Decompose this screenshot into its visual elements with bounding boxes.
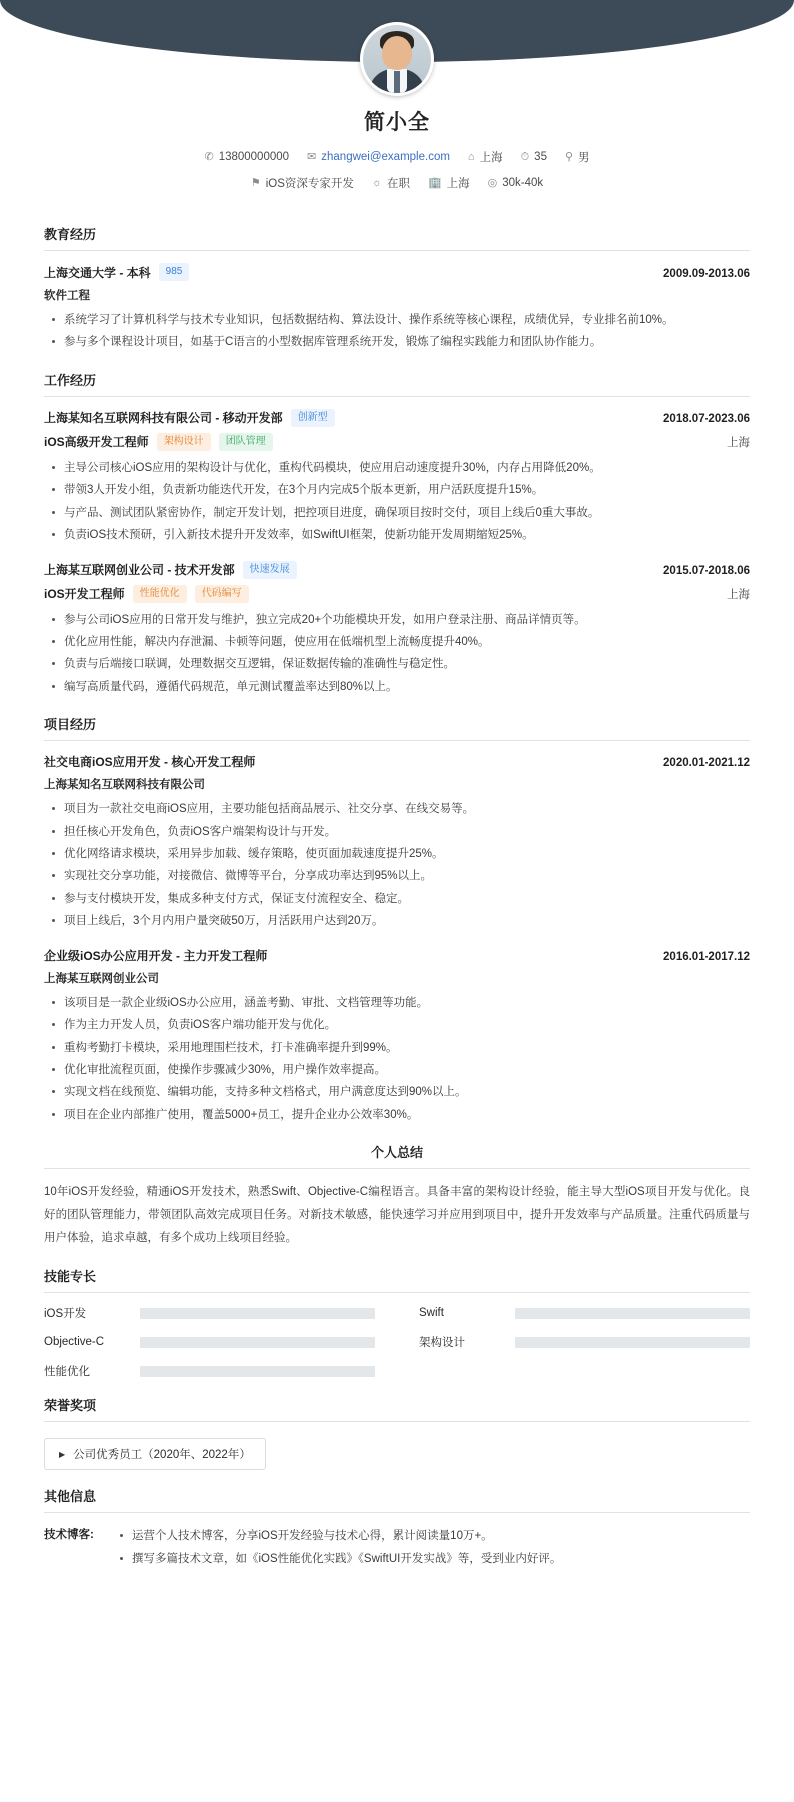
- email-value[interactable]: zhangwei@example.com: [321, 151, 450, 163]
- skill-item: [419, 1334, 750, 1350]
- work-company: 上海某互联网创业公司 - 技术开发部: [44, 563, 235, 578]
- salary-icon: ◎: [487, 176, 498, 189]
- phone-value: 13800000000: [218, 151, 290, 163]
- job-salary: [488, 177, 544, 189]
- award-item[interactable]: [44, 1438, 266, 1470]
- location-value: 上海: [479, 152, 503, 164]
- list-item: 系统学习了计算机科学与技术专业知识，包括数据结构、算法设计、操作系统等核心课程，成绩优异，专业排名前10%。: [50, 309, 750, 331]
- section-work: [44, 370, 750, 698]
- work-bullets: [50, 457, 750, 547]
- work-role-tag: 性能优化: [133, 585, 187, 603]
- skill-bar: [140, 1366, 375, 1377]
- list-item: 项目为一款社交电商iOS应用，主要功能包括商品展示、社交分享、在线交易等。: [50, 798, 750, 820]
- list-item: 项目上线后，3个月内用户量突破50万，月活跃用户达到20万。: [50, 910, 750, 932]
- work-role: iOS高级开发工程师: [44, 435, 149, 450]
- project-entry: [44, 753, 750, 933]
- project-bullets: [50, 798, 750, 933]
- triangle-right-icon: ▶: [59, 1449, 66, 1459]
- project-name: 社交电商iOS应用开发 - 核心开发工程师: [44, 755, 256, 770]
- position-value: iOS资深专家开发: [265, 178, 354, 190]
- list-item: 撰写多篇技术文章，如《iOS性能优化实践》《SwiftUI开发实战》等，受到业内好评。: [118, 1548, 561, 1570]
- city-value: 上海: [446, 178, 470, 190]
- work-company: 上海某知名互联网科技有限公司 - 移动开发部: [44, 411, 283, 426]
- contact-row: [0, 149, 794, 165]
- skill-label: 架构设计: [419, 1337, 465, 1350]
- list-item: 重构考勤打卡模块，采用地理围栏技术，打卡准确率提升到99%。: [50, 1037, 750, 1059]
- resume-header: [0, 0, 794, 208]
- work-role-tag: 代码编写: [195, 585, 249, 603]
- phone-icon: ✆: [204, 150, 214, 163]
- section-title-other: 其他信息: [44, 1486, 750, 1513]
- skill-bar: [140, 1337, 375, 1348]
- work-entry: [44, 561, 750, 699]
- skill-label: Objective-C: [44, 1336, 105, 1349]
- gender-icon: ⚲: [564, 150, 574, 163]
- list-item: 参与公司iOS应用的日常开发与维护，独立完成20+个功能模块开发，如用户登录注册、商品详情页等。: [50, 609, 750, 631]
- education-entry: [44, 263, 750, 354]
- contact-location: [468, 149, 503, 165]
- list-item: 参与支付模块开发，集成多种支付方式，保证支付流程安全、稳定。: [50, 888, 750, 910]
- list-item: 负责iOS技术预研，引入新技术提升开发效率，如SwiftUI框架，使新功能开发周期缩短25%。: [50, 524, 750, 546]
- contact-age: [521, 151, 547, 163]
- section-title-projects: 项目经历: [44, 714, 750, 741]
- summary-text: 10年iOS开发经验，精通iOS开发技术，熟悉Swift、Objective-C编程语言。具备丰富的架构设计经验，能主导大型iOS项目开发与优化。良好的团队管理能力，带领团队高效完成项目任务。对新技术敏感，能快速学习并应用到项目中，提升开发效率与产品质量。注重代码质量与用户体验，追求卓越，有多个成功上线项目经验。: [44, 1186, 750, 1245]
- job-city: [428, 175, 470, 191]
- list-item: 该项目是一款企业级iOS办公应用，涵盖考勤、审批、文档管理等功能。: [50, 992, 750, 1014]
- section-summary: [44, 1142, 750, 1250]
- education-major: 软件工程: [44, 290, 90, 302]
- work-role-tag: 架构设计: [157, 433, 211, 451]
- list-item: 实现社交分享功能，对接微信、微博等平台，分享成功率达到95%以上。: [50, 865, 750, 887]
- skill-bar: [140, 1308, 375, 1319]
- list-item: 担任核心开发角色，负责iOS客户端架构设计与开发。: [50, 821, 750, 843]
- resume-body: [0, 224, 794, 1596]
- list-item: 项目在企业内部推广使用，覆盖5000+员工，提升企业办公效率30%。: [50, 1104, 750, 1126]
- status-icon: ☼: [371, 176, 382, 189]
- list-item: 参与多个课程设计项目，如基于C语言的小型数据库管理系统开发，锻炼了编程实践能力和团队协作能力。: [50, 331, 750, 353]
- page-title: 简小全: [364, 111, 430, 134]
- skill-item: [44, 1363, 375, 1379]
- contact-gender: [565, 149, 590, 165]
- age-icon: ⏱: [520, 150, 530, 163]
- list-item: 运营个人技术博客，分享iOS开发经验与技术心得，累计阅读量10万+。: [118, 1525, 561, 1547]
- position-icon: ⚑: [250, 176, 261, 189]
- skill-bar: [515, 1337, 750, 1348]
- job-position: [251, 175, 354, 191]
- work-place: 上海: [727, 437, 750, 450]
- avatar-photo: [363, 25, 431, 93]
- skills-grid: [44, 1305, 750, 1379]
- work-date: 2018.07-2023.06: [663, 413, 750, 426]
- section-title-awards: 荣誉奖项: [44, 1395, 750, 1422]
- list-item: 主导公司核心iOS应用的架构设计与优化，重构代码模块，使应用启动速度提升30%，内存占用降低20%。: [50, 457, 750, 479]
- city-icon: 🏢: [427, 176, 442, 189]
- location-icon: ⌂: [467, 150, 475, 163]
- gender-value: 男: [578, 152, 590, 164]
- project-bullets: [50, 992, 750, 1127]
- contact-email: [307, 151, 450, 163]
- work-company-tag: 创新型: [291, 409, 335, 427]
- list-item: 作为主力开发人员，负责iOS客户端功能开发与优化。: [50, 1014, 750, 1036]
- project-date: 2020.01-2021.12: [663, 757, 750, 770]
- project-entry: [44, 947, 750, 1127]
- list-item: 优化审批流程页面，使操作步骤减少30%，用户操作效率提高。: [50, 1059, 750, 1081]
- skill-bar: [515, 1308, 750, 1319]
- project-company: 上海某知名互联网科技有限公司: [44, 779, 205, 792]
- section-title-summary: 个人总结: [44, 1142, 750, 1169]
- list-item: 优化网络请求模块，采用异步加载、缓存策略，使页面加载速度提升25%。: [50, 843, 750, 865]
- section-projects: [44, 714, 750, 1126]
- education-school: 上海交通大学 - 本科: [44, 265, 151, 280]
- other-bullets: [118, 1525, 561, 1570]
- skill-item: [44, 1305, 375, 1321]
- skill-item: [419, 1305, 750, 1321]
- list-item: 实现文档在线预览、编辑功能，支持多种文档格式，用户满意度达到90%以上。: [50, 1081, 750, 1103]
- work-role: iOS开发工程师: [44, 587, 125, 602]
- list-item: 与产品、测试团队紧密协作，制定开发计划，把控项目进度，确保项目按时交付，项目上线后0重大事故。: [50, 502, 750, 524]
- job-status: [372, 175, 410, 191]
- list-item: 优化应用性能，解决内存泄漏、卡顿等问题，使应用在低端机型上流畅度提升40%。: [50, 631, 750, 653]
- section-awards: [44, 1395, 750, 1470]
- project-company: 上海某互联网创业公司: [44, 972, 159, 985]
- list-item: 带领3人开发小组，负责新功能迭代开发，在3个月内完成5个版本更新，用户活跃度提升15%。: [50, 479, 750, 501]
- list-item: 负责与后端接口联调，处理数据交互逻辑，保证数据传输的准确性与稳定性。: [50, 653, 750, 675]
- project-date: 2016.01-2017.12: [663, 950, 750, 963]
- education-tag: 985: [159, 263, 190, 281]
- work-bullets: [50, 609, 750, 699]
- education-bullets: [50, 309, 750, 354]
- other-label: 技术博客:: [44, 1529, 94, 1542]
- work-entry: [44, 409, 750, 547]
- mail-icon: ✉: [307, 150, 317, 163]
- project-name: 企业级iOS办公应用开发 - 主力开发工程师: [44, 948, 268, 963]
- age-value: 35: [534, 151, 547, 163]
- salary-value: 30k-40k: [502, 177, 544, 189]
- section-skills: [44, 1266, 750, 1379]
- section-other: [44, 1486, 750, 1570]
- skill-label: Swift: [419, 1307, 444, 1320]
- job-row: [0, 175, 794, 191]
- skill-label: 性能优化: [44, 1366, 90, 1379]
- other-blog-row: [44, 1525, 750, 1570]
- avatar: [360, 22, 434, 96]
- skill-item: [44, 1334, 375, 1350]
- status-value: 在职: [386, 178, 410, 190]
- section-title-education: 教育经历: [44, 224, 750, 251]
- education-date: 2009.09-2013.06: [663, 267, 750, 280]
- skill-label: iOS开发: [44, 1308, 87, 1321]
- work-place: 上海: [727, 589, 750, 602]
- section-title-skills: 技能专长: [44, 1266, 750, 1293]
- section-title-work: 工作经历: [44, 370, 750, 397]
- list-item: 编写高质量代码，遵循代码规范，单元测试覆盖率达到80%以上。: [50, 676, 750, 698]
- work-company-tag: 快速发展: [243, 561, 297, 579]
- contact-phone: [204, 151, 289, 163]
- work-date: 2015.07-2018.06: [663, 565, 750, 578]
- award-label: 公司优秀员工（2020年、2022年）: [73, 1449, 251, 1462]
- section-education: [44, 224, 750, 354]
- work-role-tag: 团队管理: [219, 433, 273, 451]
